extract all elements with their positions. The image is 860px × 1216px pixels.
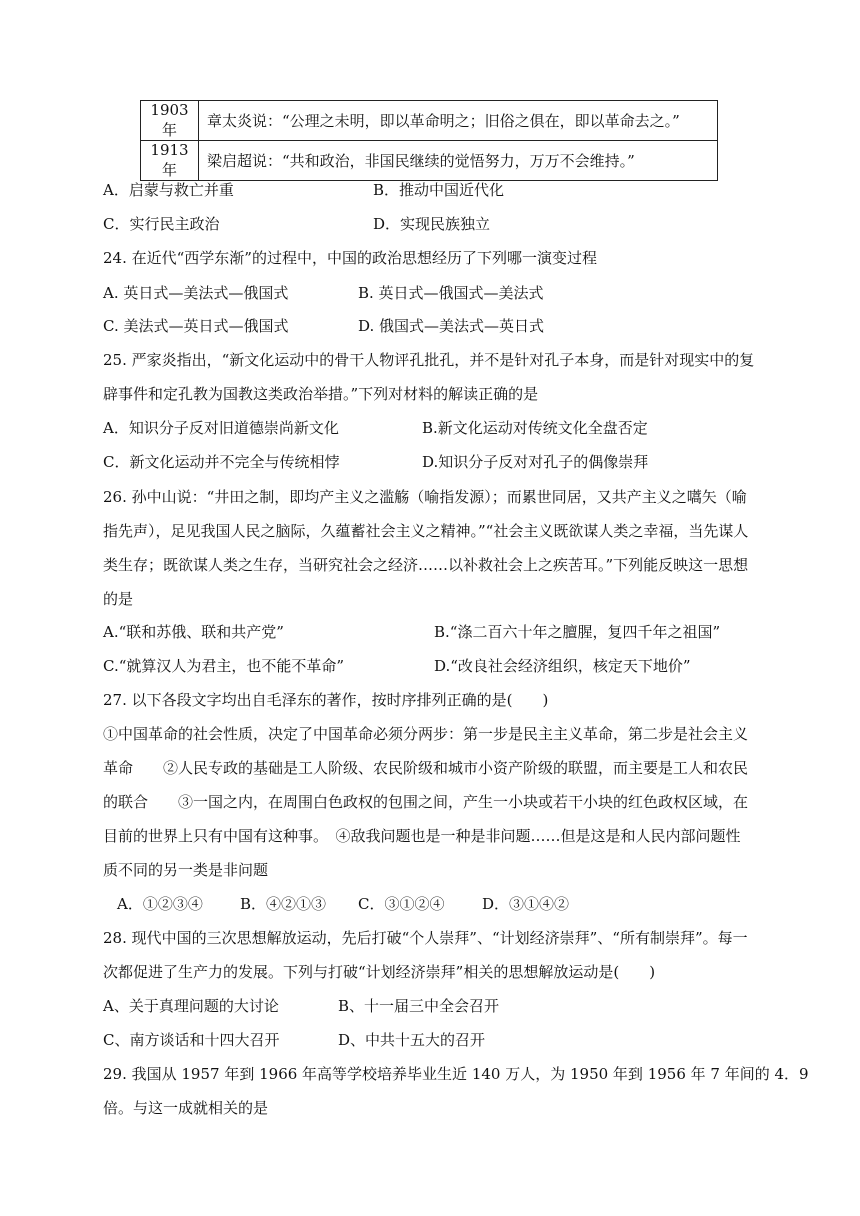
q24-stem: 24. 在近代“西学东渐”的过程中，中国的政治思想经历了下列哪一演变过程 bbox=[103, 249, 597, 267]
q28-option-d: D、中共十五大的召开 bbox=[338, 1031, 486, 1049]
q27-stem-line: 革命 ②人民专政的基础是工人阶级、农民阶级和城市小资产阶级的联盟，而主要是工人和农民 bbox=[103, 759, 749, 777]
q25-stem-line: 25. 严家炎指出，“新文化运动中的骨干人物评孔批孔，并不是针对孔子本身，而是针对现实中的复 bbox=[103, 351, 755, 369]
table-quote-cell: 章太炎说：“公理之未明，即以革命明之；旧俗之俱在，即以革命去之。” bbox=[199, 101, 718, 141]
q26-stem-line: 指先声），足见我国人民之脑际，久蕴蓄社会主义之精神。”“社会主义既欲谋人类之幸福，当先谋人 bbox=[103, 522, 749, 540]
q26-option-d: D.“改良社会经济组织，核定天下地价” bbox=[434, 657, 691, 675]
table-row bbox=[141, 101, 718, 141]
q24-option-d: D. 俄国式—美法式—英日式 bbox=[358, 317, 545, 335]
q25-option-d: D.知识分子反对对孔子的偶像崇拜 bbox=[422, 453, 649, 471]
q29-stem-line: 29. 我国从 1957 年到 1966 年高等学校培养毕业生近 140 万人，为 1950 年到 1956 年 7 年间的 4．9 bbox=[103, 1065, 809, 1083]
q26-stem-line: 26. 孙中山说：“井田之制，即均产主义之滥觞（喻指发源）；而累世同居，又共产主义之嚆矢（喻 bbox=[103, 488, 747, 506]
q28-option-c: C、南方谈话和十四大召开 bbox=[103, 1031, 280, 1049]
q26-option-b: B.“涤二百六十年之膻腥，复四千年之祖国” bbox=[434, 623, 721, 641]
q27-stem-line: 27. 以下各段文字均出自毛泽东的著作，按时序排列正确的是( ) bbox=[103, 691, 549, 709]
q28-stem-line: 28. 现代中国的三次思想解放运动，先后打破“个人崇拜”、“计划经济崇拜”、“所有制崇拜”。每一 bbox=[103, 929, 748, 947]
q25-option-a: A．知识分子反对旧道德崇尚新文化 bbox=[103, 419, 339, 437]
q23-option-d: D．实现民族独立 bbox=[373, 215, 491, 233]
q27-option-d: D．③①④② bbox=[482, 895, 570, 913]
q27-option-b: B．④②①③ bbox=[240, 895, 327, 913]
q26-stem-line: 的是 bbox=[103, 590, 134, 608]
q27-stem-line: 目前的世界上只有中国有这种事。 ④敌我问题也是一种是非问题……但是这是和人民内部问题性 bbox=[103, 827, 741, 845]
q27-stem-line: 的联合 ③一国之内，在周围白色政权的包围之间，产生一小块或若干小块的红色政权区域，在 bbox=[103, 793, 749, 811]
q26-option-c: C.“就算汉人为君主，也不能不革命” bbox=[103, 657, 345, 675]
q27-option-c: C．③①②④ bbox=[358, 895, 445, 913]
q24-option-b: B. 英日式—俄国式—美法式 bbox=[358, 284, 544, 302]
quote-table bbox=[140, 100, 718, 181]
q24-option-a: A. 英日式—美法式—俄国式 bbox=[103, 284, 289, 302]
q29-stem-line: 倍。与这一成就相关的是 bbox=[103, 1099, 269, 1117]
q25-option-c: C．新文化运动并不完全与传统相悖 bbox=[103, 453, 340, 471]
table-year-cell: 1913 年 bbox=[141, 141, 199, 181]
q27-stem-line: 质不同的另一类是非问题 bbox=[103, 861, 269, 879]
q26-option-a: A.“联和苏俄、联和共产党” bbox=[103, 623, 284, 641]
q23-option-b: B．推动中国近代化 bbox=[373, 181, 505, 199]
q25-stem-line: 辟事件和定孔教为国教这类政治举措。”下列对材料的解读正确的是 bbox=[103, 385, 539, 403]
q28-option-b: B、十一届三中全会召开 bbox=[338, 997, 500, 1015]
q27-stem-line: ①中国革命的社会性质，决定了中国革命必须分两步：第一步是民主主义革命，第二步是社会主义 bbox=[103, 725, 749, 743]
q23-option-c: C．实行民主政治 bbox=[103, 215, 220, 233]
q28-stem-line: 次都促进了生产力的发展。下列与打破“计划经济崇拜”相关的思想解放运动是( ) bbox=[103, 963, 656, 981]
q24-option-c: C. 美法式—英日式—俄国式 bbox=[103, 317, 289, 335]
q27-option-a: A．①②③④ bbox=[117, 895, 203, 913]
q26-stem-line: 类生存；既欲谋人类之生存，当研究社会之经济……以补救社会上之疾苦耳。”下列能反映这一思想 bbox=[103, 556, 749, 574]
table-row bbox=[141, 141, 718, 181]
q28-option-a: A、关于真理问题的大讨论 bbox=[103, 997, 279, 1015]
table-quote-cell: 梁启超说：“共和政治，非国民继续的觉悟努力，万万不会维持。” bbox=[199, 141, 718, 181]
q23-option-a: A．启蒙与救亡并重 bbox=[103, 181, 234, 199]
q25-option-b: B.新文化运动对传统文化全盘否定 bbox=[422, 419, 648, 437]
table-year-cell: 1903 年 bbox=[141, 101, 199, 141]
